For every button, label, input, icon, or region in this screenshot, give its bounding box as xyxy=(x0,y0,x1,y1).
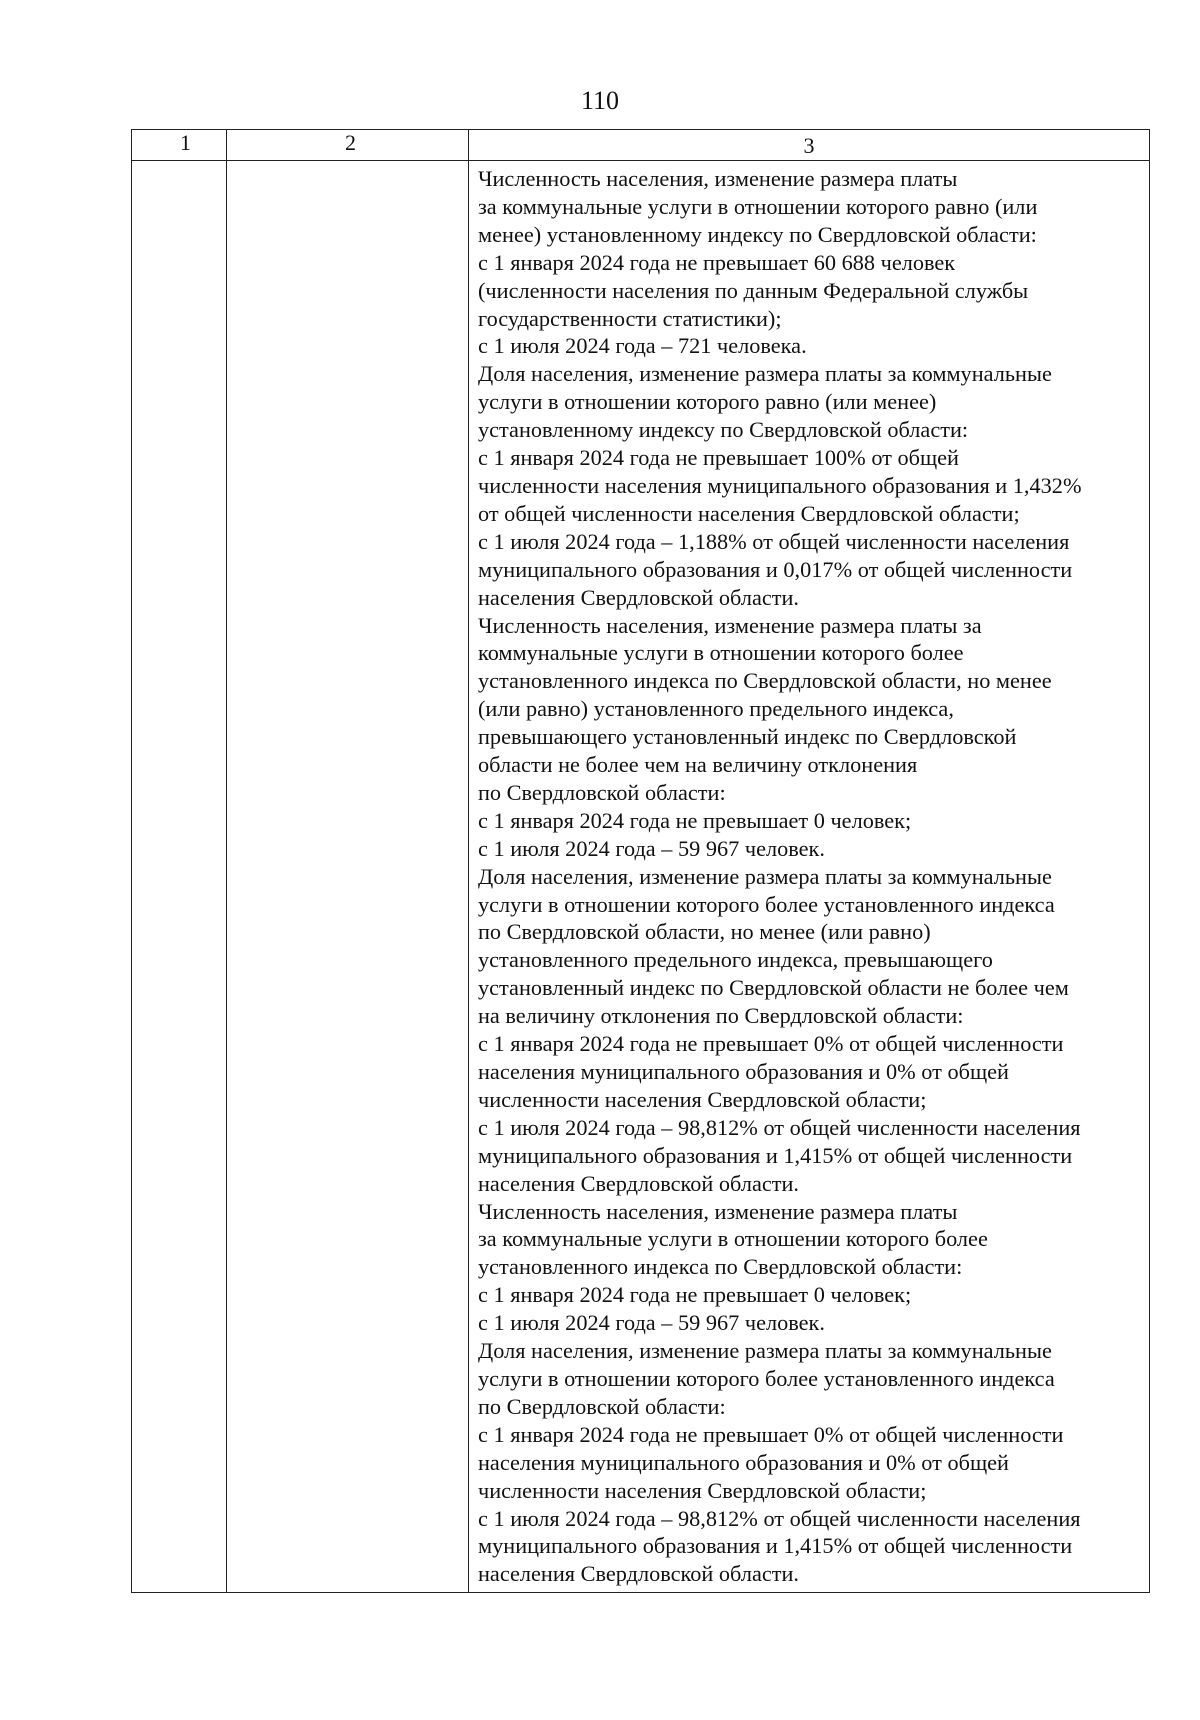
text-line: муниципального образования и 0,017% от общей численности xyxy=(478,556,1073,582)
text-line: установленного индекса по Свердловской области: xyxy=(478,1254,963,1280)
text-line: Численность населения, изменение размера платы xyxy=(478,166,958,191)
text-line: установленного предельного индекса, превышающего xyxy=(478,947,993,973)
text-line: на величину отклонения по Свердловской области: xyxy=(478,1003,964,1029)
text-line: с 1 июля 2024 года – 98,812% от общей численности населения xyxy=(478,1505,1081,1531)
text-line: менее) установленному индексу по Свердловской области: xyxy=(478,221,1037,247)
column-header-2: 2 xyxy=(227,130,469,161)
text-line: населения Свердловской области. xyxy=(478,584,800,610)
text-line: Доля населения, изменение размера платы за коммунальные xyxy=(478,1338,1052,1364)
text-line: (или равно) установленного предельного индекса, xyxy=(478,696,954,722)
column-1-cell xyxy=(132,161,227,1593)
text-line: населения муниципального образования и 0% от общей xyxy=(478,1449,1009,1475)
text-line: установленного индекса по Свердловской области, но менее xyxy=(478,668,1052,694)
text-line: (численности населения по данным Федеральной службы xyxy=(478,277,1029,303)
text-line: с 1 января 2024 года не превышает 0 человек; xyxy=(478,1282,912,1308)
text-line: услуги в отношении которого более установленного индекса xyxy=(478,1365,1055,1391)
column-header-3: 3 xyxy=(469,130,1150,161)
text-line: области не более чем на величину отклонения xyxy=(478,752,918,778)
text-line: численности населения Свердловской области; xyxy=(478,1477,927,1503)
column-2-cell xyxy=(227,161,469,1593)
text-line: от общей численности населения Свердловской области; xyxy=(478,500,1020,526)
table-row xyxy=(132,161,1150,1593)
column-3-content xyxy=(469,161,1149,1592)
table-header-row xyxy=(132,130,1150,161)
text-line: Численность населения, изменение размера платы за xyxy=(478,612,982,638)
text-line: с 1 января 2024 года не превышает 60 688 человек xyxy=(478,249,956,275)
text-line: коммунальные услуги в отношении которого более xyxy=(478,640,964,666)
text-line: с 1 июля 2024 года – 98,812% от общей численности населения xyxy=(478,1114,1081,1140)
text-line: услуги в отношении которого равно (или менее) xyxy=(478,389,937,415)
text-line: населения муниципального образования и 0% от общей xyxy=(478,1059,1009,1084)
text-line: с 1 января 2024 года не превышает 100% от общей xyxy=(478,445,959,471)
page-number: 110 xyxy=(580,86,620,115)
text-line: населения Свердловской области. xyxy=(478,1561,800,1587)
text-line: численности населения муниципального образования и 1,432% xyxy=(478,472,1082,498)
text-line: установленному индексу по Свердловской области: xyxy=(478,417,969,443)
text-line: с 1 января 2024 года не превышает 0% от общей численности xyxy=(478,1421,1064,1447)
text-line: населения Свердловской области. xyxy=(478,1170,800,1196)
document-table xyxy=(131,129,1150,1593)
text-line: за коммунальные услуги в отношении которого равно (или xyxy=(478,193,1038,219)
text-line: муниципального образования и 1,415% от общей численности xyxy=(478,1142,1073,1168)
text-line: численности населения Свердловской области; xyxy=(478,1086,927,1112)
text-line: с 1 июля 2024 года – 721 человека. xyxy=(478,333,807,359)
text-line: государственности статистики); xyxy=(478,305,782,331)
text-line: с 1 июля 2024 года – 1,188% от общей численности населения xyxy=(478,528,1070,554)
text-line: превышающего установленный индекс по Свердловской xyxy=(478,724,1017,750)
column-3-cell xyxy=(469,161,1150,1593)
text-line: с 1 июля 2024 года – 59 967 человек. xyxy=(478,1310,825,1336)
text-line: Доля населения, изменение размера платы за коммунальные xyxy=(478,863,1052,889)
text-line: с 1 января 2024 года не превышает 0 человек; xyxy=(478,807,912,833)
text-line: Численность населения, изменение размера платы xyxy=(478,1198,958,1224)
text-line: по Свердловской области: xyxy=(478,1393,726,1419)
text-line: с 1 января 2024 года не превышает 0% от общей численности xyxy=(478,1031,1064,1057)
text-line: за коммунальные услуги в отношении которого более xyxy=(478,1226,988,1252)
text-line: установленный индекс по Свердловской области не более чем xyxy=(478,975,1069,1001)
text-line: по Свердловской области, но менее (или равно) xyxy=(478,919,931,945)
text-line: Доля населения, изменение размера платы за коммунальные xyxy=(478,361,1052,387)
text-line: по Свердловской области: xyxy=(478,779,726,805)
text-line: муниципального образования и 1,415% от общей численности xyxy=(478,1533,1073,1559)
text-line: с 1 июля 2024 года – 59 967 человек. xyxy=(478,835,825,861)
text-line: услуги в отношении которого более установленного индекса xyxy=(478,891,1055,917)
column-header-1: 1 xyxy=(132,130,227,161)
